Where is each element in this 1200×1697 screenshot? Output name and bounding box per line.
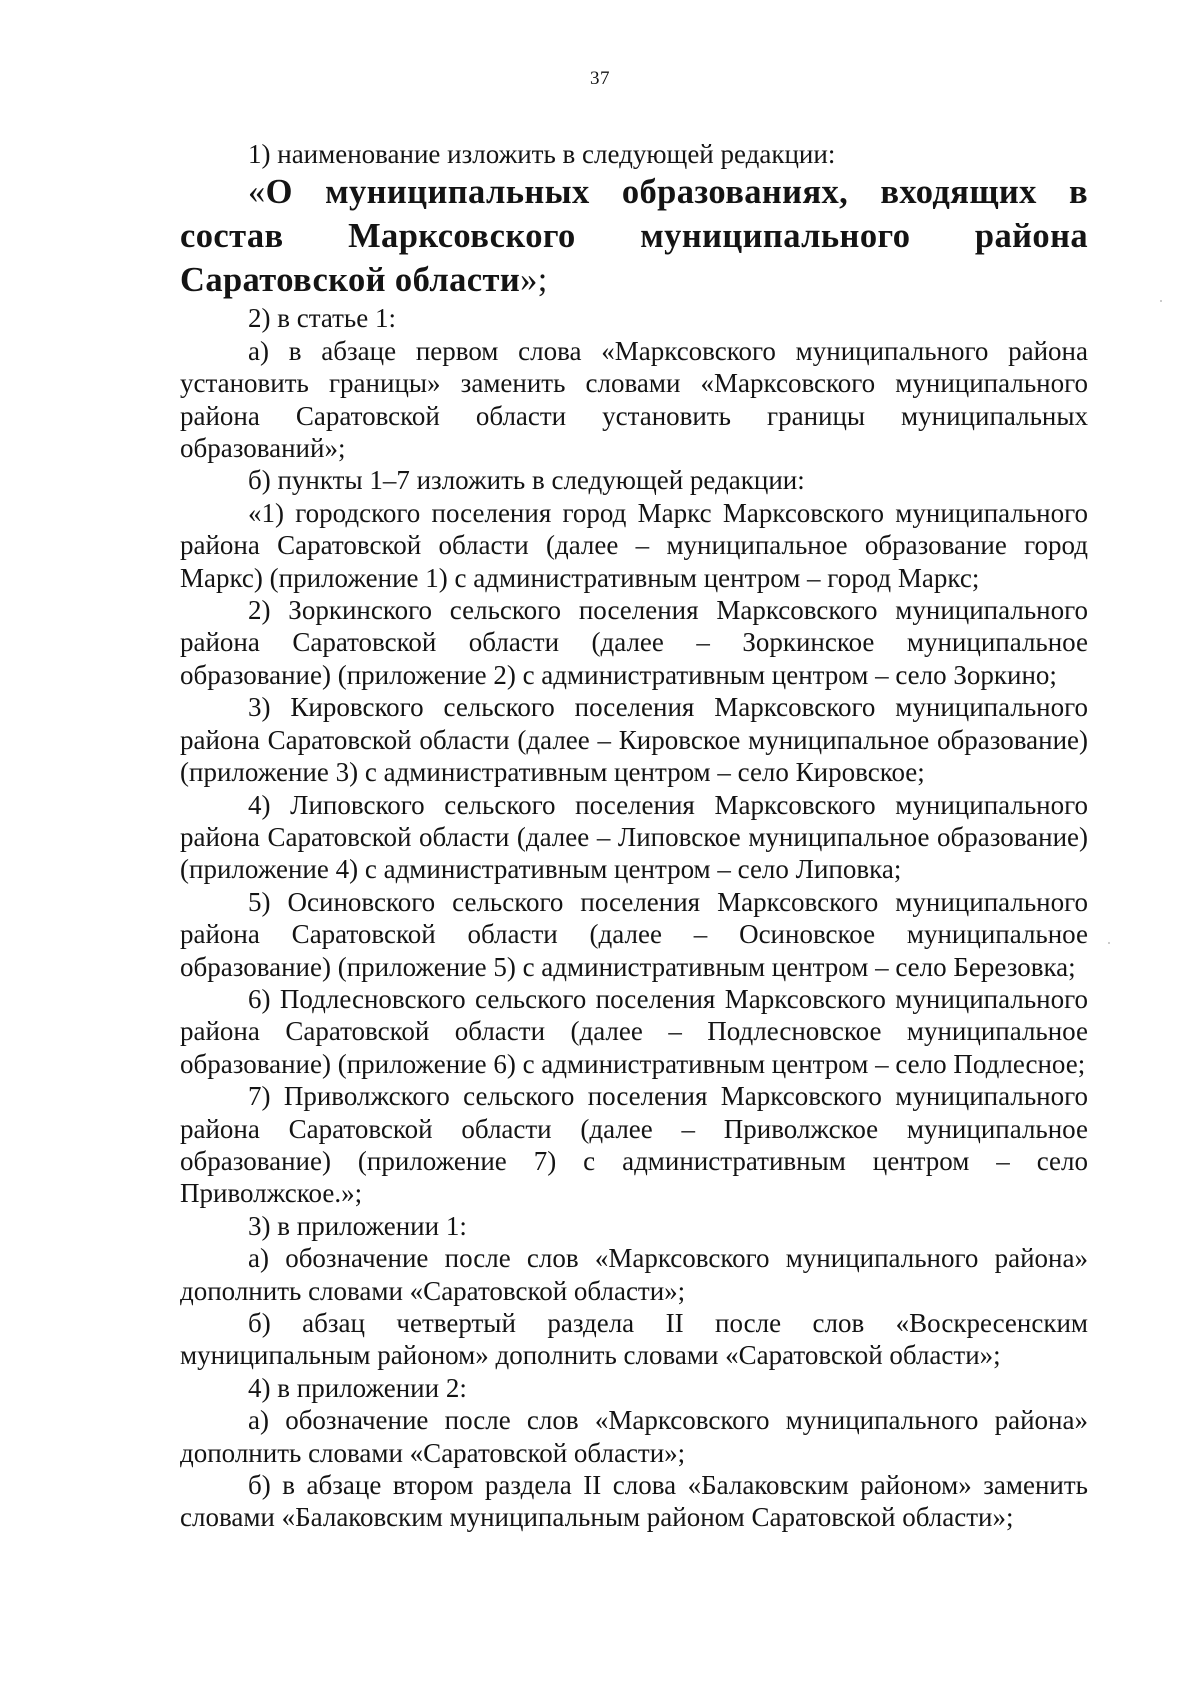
paragraph: 5) Осиновского сельского поселения Марксовского муниципального района Саратовской области (далее – Осиновское муниципальное образование) (приложение 5) с административным центром – село Березовка; [180,886,1088,982]
paragraph: б) в абзаце втором раздела II слова «Балаковским районом» заменить словами «Балаковским муниципальным районом Саратовской области»; [180,1470,1088,1533]
paragraph: а) обозначение после слов «Марксовского муниципального района» дополнить словами «Саратовской области»; [180,1243,1088,1306]
heading-open-quote: « [248,173,266,212]
paragraph: 6) Подлесновского сельского поселения Марксовского муниципального района Саратовской области (далее – Подлесновское муниципальное образование) (приложение 6) с административным центром – село Подлесное; [180,983,1088,1079]
paragraph: 4) в приложении 2: [248,1372,467,1403]
amendment-intro: 1) наименование изложить в следующей редакции: [248,139,836,169]
paragraph: б) пункты 1–7 изложить в следующей редакции: [248,465,805,496]
new-title-heading [180,170,1088,302]
paragraph: а) обозначение после слов «Марксовского муниципального района» дополнить словами «Саратовской области»; [180,1405,1088,1468]
scan-speck [1108,942,1110,944]
paragraph: «1) городского поселения город Маркс Марксовского муниципального района Саратовской области (далее – муниципальное образование город Маркс) (приложение 1) с административным центром – город Маркс; [180,497,1088,593]
paragraph: б) абзац четвертый раздела II после слов «Воскресенским муниципальным районом» дополнить словами «Саратовской области»; [180,1308,1088,1371]
page-number: 37 [590,68,610,89]
paragraph: 7) Приволжского сельского поселения Марксовского муниципального района Саратовской области (далее – Приволжское муниципальное образование) (приложение 7) с административным центром – село Приволжское.»; [180,1081,1088,1209]
heading-title-text: О муниципальных образованиях, входящих в состав Марксовского муниципального района Саратовской области [180,173,1088,300]
paragraph: 2) в статье 1: [248,303,396,334]
paragraph: 3) в приложении 1: [248,1210,467,1241]
paragraph: 2) Зоркинского сельского поселения Марксовского муниципального района Саратовской области (далее – Зоркинское муниципальное образование) (приложение 2) с административным центром – село Зоркино; [180,595,1088,690]
scan-speck [1160,300,1162,302]
heading-close-quote: »; [520,261,548,300]
paragraph: 4) Липовского сельского поселения Марксовского муниципального района Саратовской области (далее – Липовское муниципальное образование) (приложение 4) с административным центром – село Липовка; [180,789,1088,885]
paragraph: 3) Кировского сельского поселения Марксовского муниципального района Саратовской области (далее – Кировское муниципальное образование) (приложение 3) с административным центром – село Кировское; [180,692,1088,788]
paragraph: а) в абзаце первом слова «Марксовского муниципального района установить границы» заменить словами «Марксовского муниципального района Саратовской области установить границы муниципальных образований»; [180,335,1088,464]
document-body [180,138,1088,1534]
